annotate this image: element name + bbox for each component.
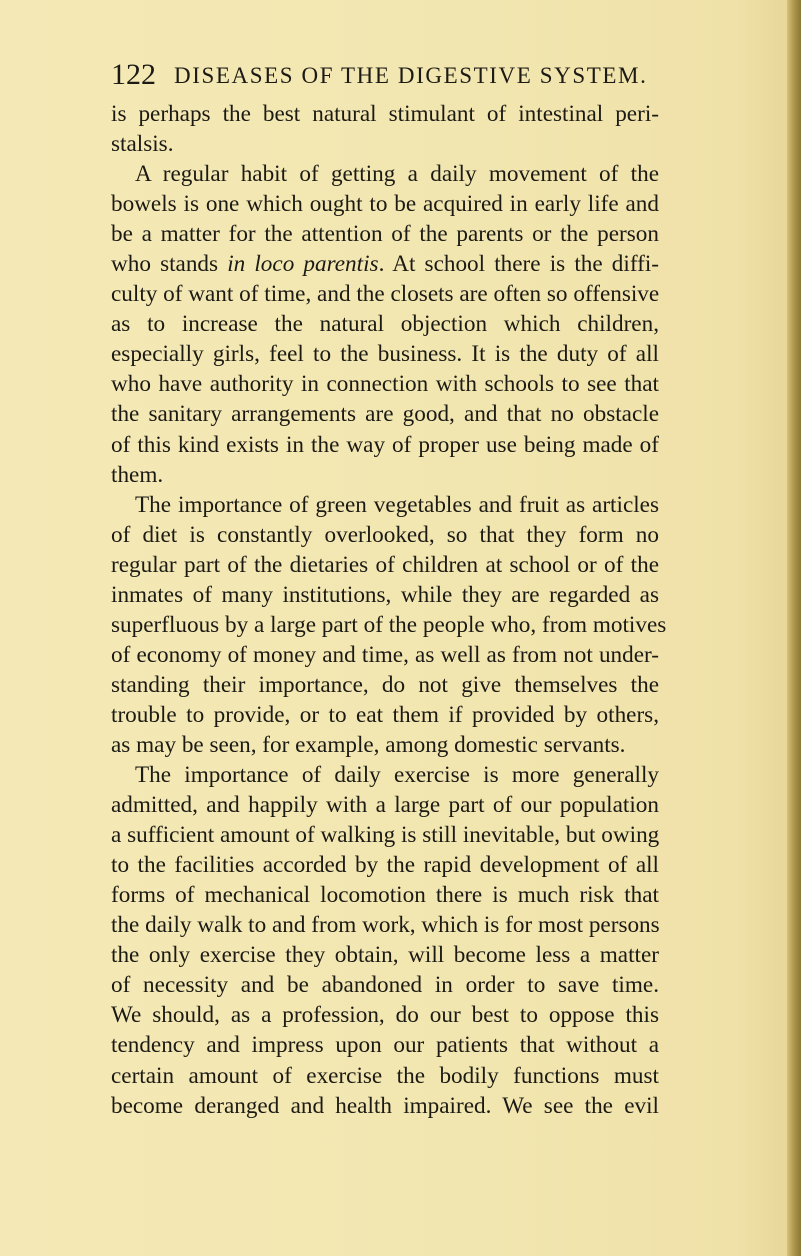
text-line: standing their importance, do not give themselves the	[111, 671, 659, 698]
paragraph	[111, 159, 659, 490]
text-line: forms of mechanical locomotion there is much risk that	[111, 882, 659, 909]
text-line: them.	[111, 461, 164, 488]
text-line: be a matter for the attention of the parents or the person	[111, 221, 659, 248]
text-line: inmates of many institutions, while they are regarded as	[111, 581, 659, 608]
text-line: who have authority in connection with schools to see that	[111, 371, 659, 398]
text-line: of necessity and be abandoned in order to save time.	[111, 972, 659, 999]
text-line: of diet is constantly overlooked, so that they form no	[111, 521, 659, 548]
text-line: a sufficient amount of walking is still inevitable, but owing	[111, 822, 660, 849]
page-number: 122	[111, 58, 156, 91]
text-line: is perhaps the best natural stimulant of intestinal peri-	[111, 101, 659, 127]
text-line: culty of want of time, and the closets are often so offensive	[111, 281, 660, 308]
body-text	[111, 99, 667, 1121]
text-line: as may be seen, for example, among domestic servants.	[111, 731, 626, 758]
text-line: A regular habit of getting a daily movement of the	[135, 161, 659, 188]
paragraph	[111, 760, 659, 1121]
text-line: of economy of money and time, as well as from not under-	[111, 641, 659, 668]
text-line: bowels is one which ought to be acquired in early life and	[111, 191, 659, 218]
text-line: regular part of the dietaries of children at school or of the	[111, 551, 659, 578]
paragraph	[111, 99, 659, 159]
text-line: the daily walk to and from work, which is for most persons	[111, 912, 660, 939]
paragraph	[111, 490, 667, 760]
text-line: especially girls, feel to the business. It is the duty of all	[111, 341, 659, 368]
text-line: become deranged and health impaired. We see the evil	[111, 1092, 659, 1119]
text-line: superfluous by a large part of the people who, from motives	[111, 611, 667, 638]
text-line: to the facilities accorded by the rapid development of all	[111, 852, 659, 879]
text-line: who stands in loco parentis. At school there is the diffi-	[111, 251, 660, 278]
text-line: The importance of daily exercise is more generally	[135, 762, 659, 789]
text-line: We should, as a profession, do our best to oppose this	[111, 1002, 659, 1029]
text-line: tendency and impress upon our patients that without a	[111, 1032, 659, 1059]
text-line: admitted, and happily with a large part of our population	[111, 792, 659, 819]
text-line: the sanitary arrangements are good, and that no obstacle	[111, 401, 659, 428]
page-edge-shadow	[787, 0, 801, 1256]
running-head: DISEASES OF THE DIGESTIVE SYSTEM.	[174, 63, 648, 88]
text-line: of this kind exists in the way of proper use being made of	[111, 431, 659, 458]
text-line: certain amount of exercise the bodily functions must	[111, 1062, 659, 1089]
page-header	[111, 58, 671, 98]
text-line: stalsis.	[111, 131, 174, 158]
text-line: as to increase the natural objection which children,	[111, 311, 659, 338]
text-line: trouble to provide, or to eat them if provided by others,	[111, 701, 659, 728]
italic-phrase: in loco parentis	[227, 251, 379, 278]
text-line: The importance of green vegetables and fruit as articles	[135, 491, 659, 518]
text-line: the only exercise they obtain, will become less a matter	[111, 942, 659, 969]
